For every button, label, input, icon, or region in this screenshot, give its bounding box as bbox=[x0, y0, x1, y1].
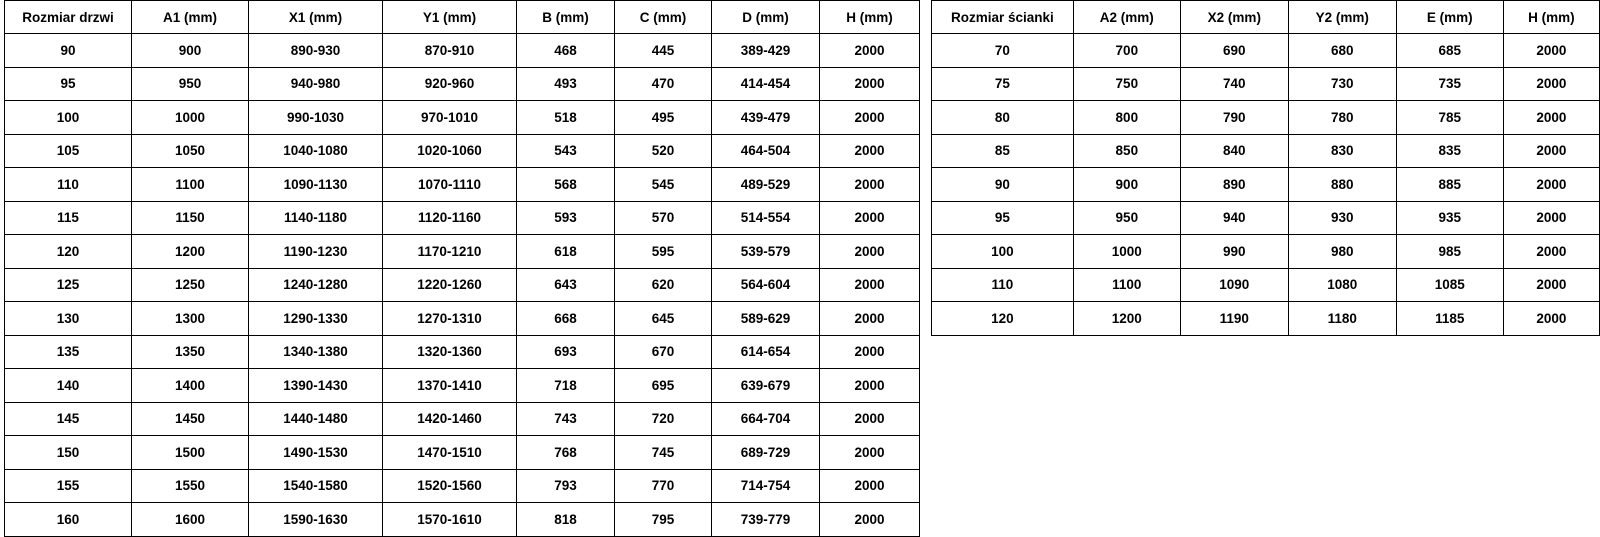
table-row bbox=[932, 101, 1600, 135]
table-row bbox=[932, 168, 1600, 202]
table-cell: 890 bbox=[1180, 168, 1288, 202]
table-cell: 1440-1480 bbox=[249, 402, 383, 436]
table-cell: 100 bbox=[5, 101, 132, 135]
table-cell: 1070-1110 bbox=[383, 168, 517, 202]
table-cell: 950 bbox=[1073, 201, 1180, 235]
table-row bbox=[5, 34, 920, 68]
table-cell: 690 bbox=[1180, 34, 1288, 68]
table-cell: 743 bbox=[517, 402, 615, 436]
table-cell: 980 bbox=[1288, 235, 1396, 269]
table-cell: 668 bbox=[517, 302, 615, 336]
table-cell: 2000 bbox=[1503, 268, 1599, 302]
table-cell: 85 bbox=[932, 134, 1074, 168]
table-row bbox=[932, 302, 1600, 336]
table-cell: 1050 bbox=[132, 134, 249, 168]
table-cell: 1490-1530 bbox=[249, 436, 383, 470]
table-cell: 1240-1280 bbox=[249, 268, 383, 302]
table-cell: 1090 bbox=[1180, 268, 1288, 302]
table-cell: 785 bbox=[1396, 101, 1503, 135]
table-cell: 790 bbox=[1180, 101, 1288, 135]
table-cell: 643 bbox=[517, 268, 615, 302]
walls-table-body bbox=[932, 34, 1600, 336]
table-cell: 125 bbox=[5, 268, 132, 302]
table-cell: 1200 bbox=[132, 235, 249, 269]
table-cell: 840 bbox=[1180, 134, 1288, 168]
table-row bbox=[5, 436, 920, 470]
table-cell: 780 bbox=[1288, 101, 1396, 135]
table-cell: 493 bbox=[517, 67, 615, 101]
table-cell: 885 bbox=[1396, 168, 1503, 202]
table-row bbox=[932, 201, 1600, 235]
table-cell: 2000 bbox=[820, 67, 920, 101]
doors-table-header bbox=[5, 1, 920, 34]
table-cell: 140 bbox=[5, 369, 132, 403]
column-header-rozmiar-scianki: Rozmiar ścianki bbox=[932, 1, 1074, 34]
table-cell: 900 bbox=[132, 34, 249, 68]
table-cell: 850 bbox=[1073, 134, 1180, 168]
table-cell: 618 bbox=[517, 235, 615, 269]
table-cell: 818 bbox=[517, 503, 615, 537]
doors-dimensions-table-container bbox=[4, 0, 920, 537]
table-cell: 935 bbox=[1396, 201, 1503, 235]
table-cell: 940-980 bbox=[249, 67, 383, 101]
table-cell: 2000 bbox=[820, 235, 920, 269]
table-cell: 1570-1610 bbox=[383, 503, 517, 537]
table-cell: 990-1030 bbox=[249, 101, 383, 135]
table-cell: 793 bbox=[517, 469, 615, 503]
table-cell: 2000 bbox=[820, 268, 920, 302]
table-cell: 110 bbox=[5, 168, 132, 202]
table-cell: 1100 bbox=[1073, 268, 1180, 302]
table-cell: 800 bbox=[1073, 101, 1180, 135]
table-cell: 2000 bbox=[1503, 235, 1599, 269]
table-cell: 1300 bbox=[132, 302, 249, 336]
column-header-b: B (mm) bbox=[517, 1, 615, 34]
table-cell: 750 bbox=[1073, 67, 1180, 101]
doors-table-body bbox=[5, 34, 920, 537]
table-cell: 464-504 bbox=[712, 134, 820, 168]
table-cell: 1180 bbox=[1288, 302, 1396, 336]
column-header-h: H (mm) bbox=[820, 1, 920, 34]
table-cell: 1290-1330 bbox=[249, 302, 383, 336]
table-cell: 489-529 bbox=[712, 168, 820, 202]
table-cell: 700 bbox=[1073, 34, 1180, 68]
table-cell: 1450 bbox=[132, 402, 249, 436]
table-cell: 2000 bbox=[1503, 168, 1599, 202]
table-cell: 695 bbox=[615, 369, 712, 403]
table-cell: 1340-1380 bbox=[249, 335, 383, 369]
table-cell: 2000 bbox=[820, 34, 920, 68]
table-row bbox=[932, 235, 1600, 269]
table-cell: 985 bbox=[1396, 235, 1503, 269]
table-cell: 2000 bbox=[820, 134, 920, 168]
table-cell: 470 bbox=[615, 67, 712, 101]
table-cell: 2000 bbox=[820, 436, 920, 470]
column-header-y1: Y1 (mm) bbox=[383, 1, 517, 34]
doors-dimensions-table bbox=[4, 0, 920, 537]
table-row bbox=[932, 67, 1600, 101]
table-header-row bbox=[932, 1, 1600, 34]
table-cell: 105 bbox=[5, 134, 132, 168]
table-cell: 414-454 bbox=[712, 67, 820, 101]
table-cell: 1320-1360 bbox=[383, 335, 517, 369]
table-cell: 543 bbox=[517, 134, 615, 168]
table-cell: 1600 bbox=[132, 503, 249, 537]
table-cell: 1140-1180 bbox=[249, 201, 383, 235]
table-row bbox=[5, 302, 920, 336]
table-cell: 1000 bbox=[132, 101, 249, 135]
table-cell: 720 bbox=[615, 402, 712, 436]
table-cell: 950 bbox=[132, 67, 249, 101]
table-cell: 745 bbox=[615, 436, 712, 470]
table-cell: 75 bbox=[932, 67, 1074, 101]
table-cell: 389-429 bbox=[712, 34, 820, 68]
column-header-c: C (mm) bbox=[615, 1, 712, 34]
table-cell: 518 bbox=[517, 101, 615, 135]
column-header-a1: A1 (mm) bbox=[132, 1, 249, 34]
table-cell: 130 bbox=[5, 302, 132, 336]
table-row bbox=[932, 34, 1600, 68]
column-header-y2: Y2 (mm) bbox=[1288, 1, 1396, 34]
table-cell: 1120-1160 bbox=[383, 201, 517, 235]
table-cell: 2000 bbox=[820, 101, 920, 135]
table-cell: 568 bbox=[517, 168, 615, 202]
table-cell: 718 bbox=[517, 369, 615, 403]
table-row bbox=[5, 235, 920, 269]
table-cell: 1250 bbox=[132, 268, 249, 302]
table-row bbox=[5, 369, 920, 403]
table-cell: 1520-1560 bbox=[383, 469, 517, 503]
table-cell: 2000 bbox=[820, 201, 920, 235]
table-cell: 439-479 bbox=[712, 101, 820, 135]
table-cell: 770 bbox=[615, 469, 712, 503]
table-cell: 920-960 bbox=[383, 67, 517, 101]
table-cell: 1400 bbox=[132, 369, 249, 403]
table-cell: 495 bbox=[615, 101, 712, 135]
column-header-h: H (mm) bbox=[1503, 1, 1599, 34]
table-cell: 589-629 bbox=[712, 302, 820, 336]
table-cell: 689-729 bbox=[712, 436, 820, 470]
table-cell: 100 bbox=[932, 235, 1074, 269]
table-cell: 1150 bbox=[132, 201, 249, 235]
table-cell: 940 bbox=[1180, 201, 1288, 235]
table-cell: 693 bbox=[517, 335, 615, 369]
table-cell: 1200 bbox=[1073, 302, 1180, 336]
table-cell: 120 bbox=[5, 235, 132, 269]
walls-table-header bbox=[932, 1, 1600, 34]
table-cell: 90 bbox=[5, 34, 132, 68]
table-cell: 520 bbox=[615, 134, 712, 168]
table-cell: 639-679 bbox=[712, 369, 820, 403]
table-cell: 155 bbox=[5, 469, 132, 503]
table-cell: 1550 bbox=[132, 469, 249, 503]
table-cell: 835 bbox=[1396, 134, 1503, 168]
table-cell: 2000 bbox=[820, 168, 920, 202]
table-cell: 593 bbox=[517, 201, 615, 235]
table-cell: 735 bbox=[1396, 67, 1503, 101]
table-cell: 1100 bbox=[132, 168, 249, 202]
table-row bbox=[5, 168, 920, 202]
column-header-x1: X1 (mm) bbox=[249, 1, 383, 34]
table-cell: 135 bbox=[5, 335, 132, 369]
table-cell: 2000 bbox=[820, 402, 920, 436]
table-cell: 2000 bbox=[1503, 34, 1599, 68]
table-cell: 685 bbox=[1396, 34, 1503, 68]
table-row bbox=[5, 101, 920, 135]
table-cell: 1085 bbox=[1396, 268, 1503, 302]
table-cell: 2000 bbox=[820, 369, 920, 403]
table-row bbox=[5, 402, 920, 436]
table-cell: 70 bbox=[932, 34, 1074, 68]
table-cell: 95 bbox=[5, 67, 132, 101]
table-cell: 2000 bbox=[1503, 134, 1599, 168]
table-cell: 95 bbox=[932, 201, 1074, 235]
table-cell: 90 bbox=[932, 168, 1074, 202]
table-cell: 714-754 bbox=[712, 469, 820, 503]
table-cell: 664-704 bbox=[712, 402, 820, 436]
table-cell: 830 bbox=[1288, 134, 1396, 168]
table-cell: 2000 bbox=[1503, 67, 1599, 101]
table-cell: 620 bbox=[615, 268, 712, 302]
table-cell: 1590-1630 bbox=[249, 503, 383, 537]
table-row bbox=[5, 503, 920, 537]
table-cell: 1220-1260 bbox=[383, 268, 517, 302]
table-cell: 2000 bbox=[820, 302, 920, 336]
walls-dimensions-table-container bbox=[931, 0, 1600, 336]
table-cell: 1090-1130 bbox=[249, 168, 383, 202]
table-cell: 1185 bbox=[1396, 302, 1503, 336]
table-cell: 1040-1080 bbox=[249, 134, 383, 168]
column-header-x2: X2 (mm) bbox=[1180, 1, 1288, 34]
table-cell: 990 bbox=[1180, 235, 1288, 269]
table-cell: 1540-1580 bbox=[249, 469, 383, 503]
table-cell: 795 bbox=[615, 503, 712, 537]
table-cell: 595 bbox=[615, 235, 712, 269]
table-cell: 445 bbox=[615, 34, 712, 68]
table-cell: 570 bbox=[615, 201, 712, 235]
table-cell: 1020-1060 bbox=[383, 134, 517, 168]
walls-dimensions-table bbox=[931, 0, 1600, 336]
table-cell: 1350 bbox=[132, 335, 249, 369]
table-cell: 1190 bbox=[1180, 302, 1288, 336]
column-header-e: E (mm) bbox=[1396, 1, 1503, 34]
table-cell: 890-930 bbox=[249, 34, 383, 68]
table-row bbox=[5, 469, 920, 503]
column-header-rozmiar-drzwi: Rozmiar drzwi bbox=[5, 1, 132, 34]
table-cell: 739-779 bbox=[712, 503, 820, 537]
table-cell: 1270-1310 bbox=[383, 302, 517, 336]
table-cell: 2000 bbox=[820, 503, 920, 537]
table-cell: 1390-1430 bbox=[249, 369, 383, 403]
table-cell: 1000 bbox=[1073, 235, 1180, 269]
table-cell: 900 bbox=[1073, 168, 1180, 202]
table-cell: 545 bbox=[615, 168, 712, 202]
table-cell: 730 bbox=[1288, 67, 1396, 101]
table-cell: 614-654 bbox=[712, 335, 820, 369]
table-cell: 1500 bbox=[132, 436, 249, 470]
table-cell: 870-910 bbox=[383, 34, 517, 68]
table-cell: 930 bbox=[1288, 201, 1396, 235]
table-row bbox=[5, 268, 920, 302]
table-cell: 1370-1410 bbox=[383, 369, 517, 403]
table-row bbox=[5, 134, 920, 168]
table-cell: 1170-1210 bbox=[383, 235, 517, 269]
table-row bbox=[932, 134, 1600, 168]
table-cell: 150 bbox=[5, 436, 132, 470]
table-cell: 970-1010 bbox=[383, 101, 517, 135]
table-cell: 110 bbox=[932, 268, 1074, 302]
table-cell: 1080 bbox=[1288, 268, 1396, 302]
table-cell: 468 bbox=[517, 34, 615, 68]
table-cell: 2000 bbox=[1503, 101, 1599, 135]
table-cell: 80 bbox=[932, 101, 1074, 135]
table-cell: 2000 bbox=[1503, 201, 1599, 235]
table-cell: 564-604 bbox=[712, 268, 820, 302]
table-cell: 120 bbox=[932, 302, 1074, 336]
table-cell: 1470-1510 bbox=[383, 436, 517, 470]
table-cell: 539-579 bbox=[712, 235, 820, 269]
table-header-row bbox=[5, 1, 920, 34]
table-row bbox=[5, 67, 920, 101]
table-row bbox=[932, 268, 1600, 302]
table-row bbox=[5, 201, 920, 235]
table-cell: 645 bbox=[615, 302, 712, 336]
table-cell: 768 bbox=[517, 436, 615, 470]
table-row bbox=[5, 335, 920, 369]
table-cell: 2000 bbox=[820, 335, 920, 369]
table-cell: 740 bbox=[1180, 67, 1288, 101]
table-cell: 680 bbox=[1288, 34, 1396, 68]
table-cell: 145 bbox=[5, 402, 132, 436]
table-cell: 160 bbox=[5, 503, 132, 537]
table-cell: 514-554 bbox=[712, 201, 820, 235]
table-cell: 880 bbox=[1288, 168, 1396, 202]
column-header-a2: A2 (mm) bbox=[1073, 1, 1180, 34]
column-header-d: D (mm) bbox=[712, 1, 820, 34]
table-cell: 2000 bbox=[820, 469, 920, 503]
table-cell: 115 bbox=[5, 201, 132, 235]
table-cell: 1420-1460 bbox=[383, 402, 517, 436]
table-cell: 670 bbox=[615, 335, 712, 369]
table-cell: 1190-1230 bbox=[249, 235, 383, 269]
table-cell: 2000 bbox=[1503, 302, 1599, 336]
